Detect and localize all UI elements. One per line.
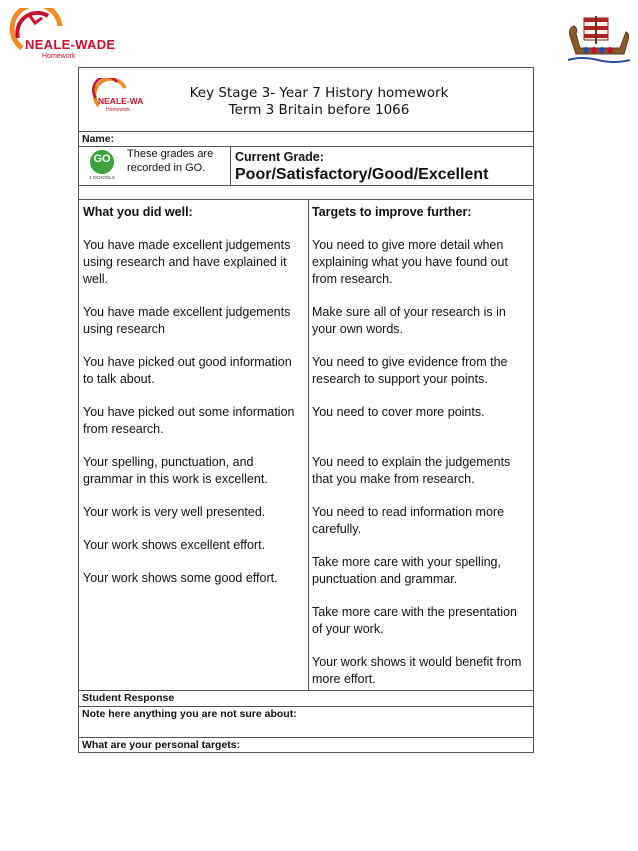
not-sure-label: Note here anything you are not sure about: xyxy=(82,708,297,720)
divider xyxy=(79,131,533,132)
column-divider xyxy=(308,199,309,690)
divider xyxy=(79,185,533,186)
school-logo-subtext: Homework xyxy=(42,53,76,60)
did-well-item: Your spelling, punctuation, and grammar in this work is excellent. xyxy=(83,455,268,486)
did-well-heading: What you did well: xyxy=(83,205,193,219)
name-label: Name: xyxy=(82,133,115,145)
divider xyxy=(79,690,533,691)
target-item: Take more care with your spelling, punctuation and grammar. xyxy=(312,555,501,586)
divider xyxy=(230,146,231,185)
school-logo xyxy=(8,8,118,68)
target-item: Your work shows it would benefit from more effort. xyxy=(312,655,522,686)
student-response-label: Student Response xyxy=(82,692,175,704)
divider xyxy=(79,737,533,738)
homework-form xyxy=(78,67,534,753)
targets-heading: Targets to improve further: xyxy=(312,205,472,219)
not-sure-field[interactable] xyxy=(79,722,533,737)
go-badge xyxy=(89,149,115,183)
target-item: Make sure all of your research is in your own words. xyxy=(312,305,506,336)
divider xyxy=(79,199,533,200)
did-well-item: You have picked out some information from research. xyxy=(83,405,295,436)
personal-targets-label: What are your personal targets: xyxy=(82,739,241,751)
grade-value: Poor/Satisfactory/Good/Excellent xyxy=(235,166,489,183)
go-note: These grades are recorded in GO. xyxy=(127,148,214,174)
targets-section xyxy=(312,204,530,704)
did-well-item: You have picked out good information to talk about. xyxy=(83,355,292,386)
target-item: You need to cover more points. xyxy=(312,405,485,419)
did-well-item: Your work shows excellent effort. xyxy=(83,538,266,552)
page-subtitle: Term 3 Britain before 1066 xyxy=(228,102,410,118)
divider xyxy=(79,706,533,707)
target-item: You need to explain the judgements that you make from research. xyxy=(312,455,511,486)
did-well-item: You have made excellent judgements using research xyxy=(83,305,291,336)
go-badge-caption: 4 SCHOOLS xyxy=(89,175,115,180)
target-item: You need to give more detail when explaining what you have found out from research. xyxy=(312,238,508,286)
go-badge-text: GO xyxy=(93,153,111,165)
did-well-item: Your work shows some good effort. xyxy=(83,571,278,585)
target-item: Take more care with the presentation of your work. xyxy=(312,605,517,636)
target-item: You need to read information more carefully. xyxy=(312,505,505,536)
viking-ship-icon xyxy=(566,14,632,66)
did-well-item: You have made excellent judgements using research and have explained it well. xyxy=(83,238,291,286)
header-logo-subtext: Homework xyxy=(106,107,130,113)
did-well-item: Your work is very well presented. xyxy=(83,505,266,519)
did-well-section xyxy=(83,204,305,603)
target-item: You need to give evidence from the research to support your points. xyxy=(312,355,508,386)
page-title: Key Stage 3- Year 7 History homework xyxy=(189,85,449,101)
grade-label: Current Grade: xyxy=(235,150,324,164)
header-logo-text: NEALE-WA xyxy=(98,96,144,106)
school-logo-text: NEALE-WADE xyxy=(25,37,116,52)
